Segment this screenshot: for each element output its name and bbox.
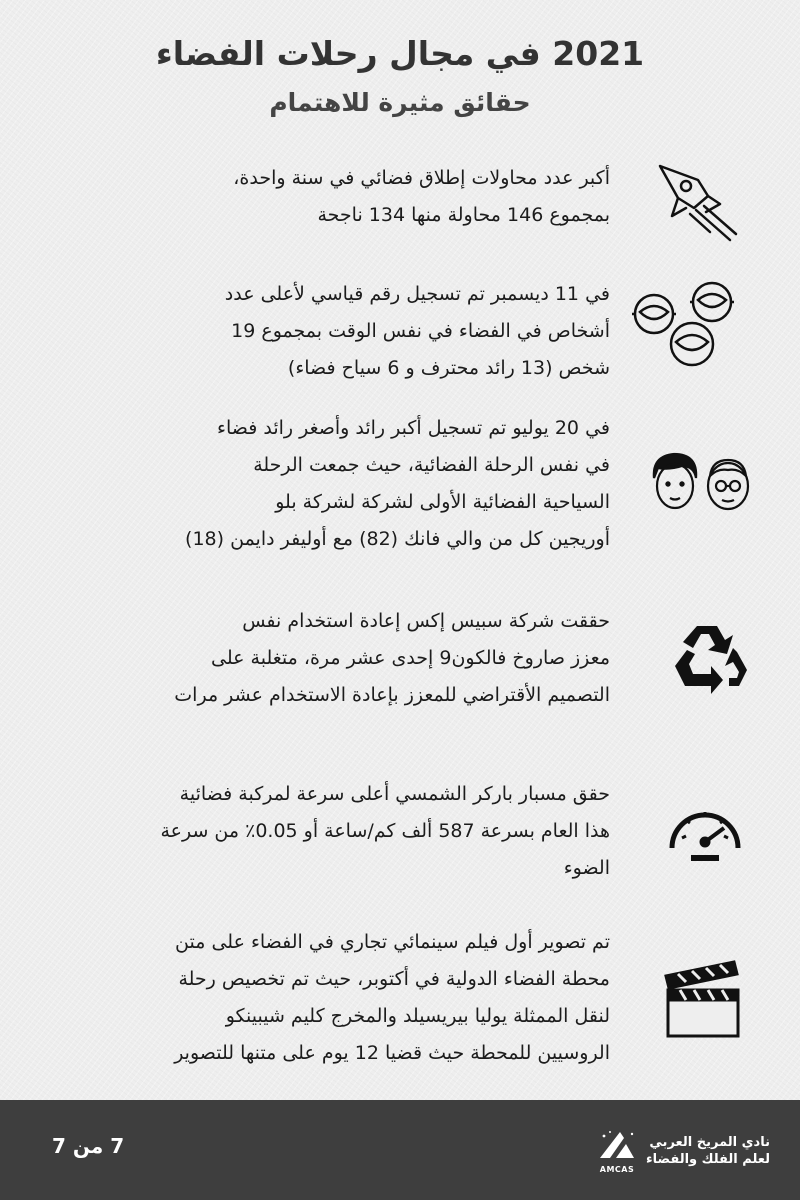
fact-text: تم تصوير أول فيلم سينمائي تجاري في الفضاء على متن محطة الفضاء الدولية في أكتوبر، حيث تم تخصيص رحلة لنقل الممثلة يوليا بيريسيلد والمخرج كليم شيبينكو الروسيين للمحطة حيث قضيا 12 يوم على متنها للتصوير xyxy=(174,931,610,1064)
fact-text: في 11 ديسمبر تم تسجيل رقم قياسي لأعلى عدد أشخاص في الفضاء في نفس الوقت بمجموع 19 شخص (13 رائد محترف و 6 سياح فضاء) xyxy=(224,283,610,379)
org-name xyxy=(646,1134,770,1168)
org-name-line1: نادي المريخ العربي xyxy=(649,1135,770,1150)
fact-people-in-space xyxy=(70,276,610,387)
young-old-faces-icon xyxy=(648,450,754,514)
fact-text: في 20 يوليو تم تسجيل أكبر رائد وأصغر رائد فضاء في نفس الرحلة الفضائية، حيث جمعت الرحلة السياحية الفضائية الأولى لشركة لشركة بلو أوريجين كل من والي فانك (82) مع أوليفر دايمن (18) xyxy=(185,417,610,550)
fact-parker-probe xyxy=(70,776,610,887)
page-title: 2021 في مجال رحلات الفضاء xyxy=(155,34,645,73)
speedometer-icon xyxy=(664,798,746,868)
fact-oldest-youngest xyxy=(70,410,610,558)
clapperboard-icon xyxy=(660,960,746,1040)
fact-text: أكبر عدد محاولات إطلاق فضائي في سنة واحدة، بمجموع 146 محاولة منها 134 ناجحة xyxy=(233,167,610,226)
page-subtitle: حقائق مثيرة للاهتمام xyxy=(269,88,531,117)
fact-text: حقق مسبار باركر الشمسي أعلى سرعة لمركبة فضائية هذا العام بسرعة 587 ألف كم/ساعة أو 0.05٪ من سرعة الضوء xyxy=(160,783,610,879)
fact-text: حققت شركة سبيس إكس إعادة استخدام نفس معزز صاروخ فالكون9 إحدى عشر مرة، متغلبة على التصميم الأقتراضي للمعزز بإعادة الاستخدام عشر مرات xyxy=(174,610,610,706)
page-indicator: 7 من 7 xyxy=(52,1134,125,1158)
fact-space-film xyxy=(70,924,610,1072)
logo-mark-icon xyxy=(596,1128,638,1174)
footer xyxy=(0,1100,800,1200)
fact-booster-reuse xyxy=(70,603,610,714)
org-name-line2: لعلم الفلك والفضاء xyxy=(646,1152,770,1167)
recycle-icon xyxy=(667,620,753,700)
org-abbr: AMCAS xyxy=(599,1165,635,1174)
fact-launch-attempts xyxy=(70,160,610,234)
org-logo xyxy=(596,1128,770,1174)
astronaut-helmets-icon xyxy=(630,278,742,374)
rocket-icon xyxy=(650,158,740,248)
